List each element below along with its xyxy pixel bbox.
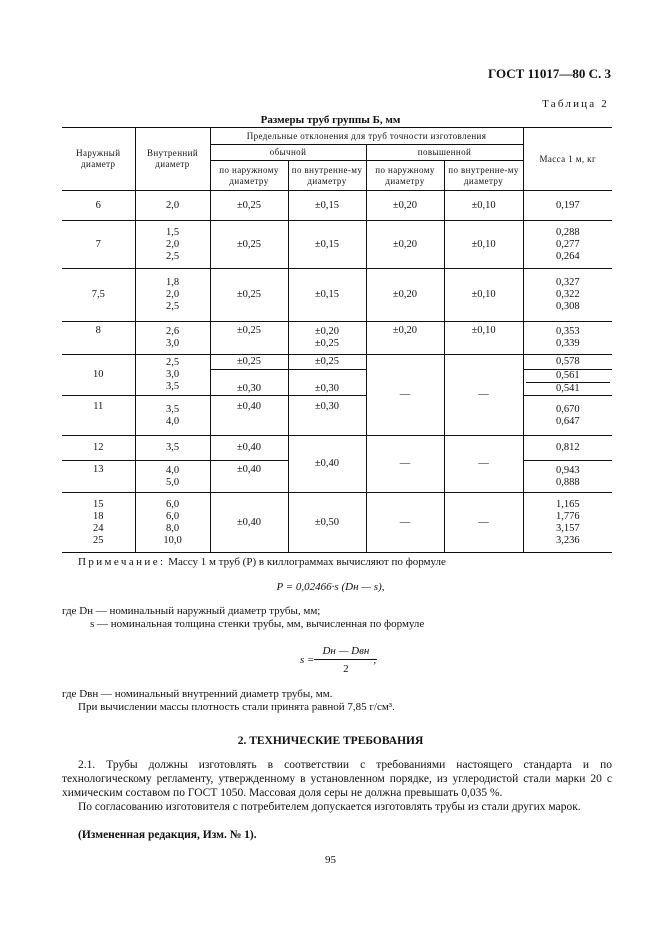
table-row [62,493,612,553]
mass-formula: P = 0,02466·s (Dн — s), [276,581,385,593]
cell-dev-dash: — [444,493,523,553]
density-note: При вычислении массы плотность стали принята равной 7,85 г/см³. [78,701,395,713]
cell-dev-dash: — [366,355,444,436]
cell-outer: 15 18 24 25 [62,493,135,553]
col-deviations: Предельные отклонения для труб точности изготовления [210,128,523,145]
cell-dev: ±0,30 [288,370,366,396]
formula-tail: , [373,654,377,666]
where-wall-thickness: s — номинальная толщина стенки трубы, мм, вычисленная по формуле [90,618,425,630]
cell-outer: 11 [62,396,135,436]
where-outer-diameter: где Dн — номинальный наружный диаметр трубы, мм; [62,605,321,617]
cell-mass: 0,670 0,647 [523,396,612,436]
col-ordinary: обычной [210,145,366,161]
cell-dev: ±0,25 [210,355,288,370]
cell-dev: ±0,25 [288,355,366,370]
section-title: 2. ТЕХНИЧЕСКИЕ ТРЕБОВАНИЯ [237,735,424,747]
cell-inner: 3,5 4,0 [135,396,210,436]
note-label: Примечание: [78,556,166,568]
cell-dev: ±0,30 [288,396,366,436]
cell-mass: 1,165 1,776 3,157 3,236 [523,493,612,553]
formula-lhs: s = [300,654,315,666]
cell-mass: 0,197 [523,191,612,221]
cell-inner: 2,0 [135,191,210,221]
amendment-note: (Измененная редакция, Изм. № 1). [78,829,257,841]
cell-dev: ±0,25 [210,221,288,269]
cell-dev-dash: — [444,355,523,436]
cell-dev: ±0,10 [444,221,523,269]
col-mass: Масса 1 м, кг [523,128,612,191]
cell-dev: ±0,25 [210,191,288,221]
cell-dev: ±0,20 [366,269,444,322]
cell-outer: 10 [62,355,135,396]
cell-mass: 0,943 0,888 [523,461,612,493]
col-inc-outer: по наружному диаметру [366,161,444,191]
col-increased: повышенной [366,145,523,161]
cell-dev: ±0,15 [288,221,366,269]
col-ord-outer: по наружному диаметру [210,161,288,191]
where-inner-diameter: где Dвн — номинальный внутренний диаметр трубы, мм. [62,688,333,700]
cell-dev: ±0,20 [366,191,444,221]
cell-inner: 2,5 3,0 3,5 [135,355,210,396]
cell-dev: ±0,20 [366,221,444,269]
cell-dev: ±0,40 [210,396,288,436]
cell-dev: ±0,10 [444,269,523,322]
cell-mass: 0,561 0,541 [523,370,612,396]
cell-outer: 13 [62,461,135,493]
col-inner-diameter: Внутренний диаметр [135,128,210,191]
table-row [62,322,612,355]
col-ord-inner: по внутренне-му диаметру [288,161,366,191]
cell-inner: 6,0 6,0 8,0 10,0 [135,493,210,553]
pipe-dimensions-table [62,127,612,553]
cell-outer: 6 [62,191,135,221]
note [78,556,446,568]
cell-outer: 7 [62,221,135,269]
paragraph-2-1: 2.1. Трубы должны изготовлять в соответствии с требованиями настоящего стандарта и по технологическому регламенту, утвержденному в установленном порядке, из углеродистой стали марки 20 с химическим составом по ГОСТ 1050. Массовая доля серы не должна превышать 0,035 %. [62,759,612,799]
cell-dev-dash: — [444,436,523,493]
cell-outer: 8 [62,322,135,355]
cell-dev: ±0,50 [288,493,366,553]
cell-dev-dash: — [366,436,444,493]
cell-outer: 7,5 [62,269,135,322]
note-text: Массу 1 м труб (P) в киллограммах вычисляют по формуле [168,556,446,568]
cell-inner: 2,6 3,0 [135,322,210,355]
cell-dev: ±0,10 [444,322,523,355]
table-row [62,396,612,436]
table-number: Таблица 2 [542,98,609,110]
cell-mass: 0,812 [523,436,612,461]
table-row [62,221,612,269]
cell-inner: 1,8 2,0 2,5 [135,269,210,322]
table-row [62,355,612,370]
cell-inner: 3,5 [135,436,210,461]
cell-dev: ±0,25 [210,269,288,322]
cell-dev: ±0,40 [210,436,288,461]
cell-dev: ±0,30 [210,370,288,396]
table-row [62,269,612,322]
formula-numerator: Dн — Dвн [322,645,370,657]
cell-dev: ±0,25 [210,322,288,355]
cell-mass: 0,288 0,277 0,264 [523,221,612,269]
cell-mass: 0,578 [523,355,612,370]
cell-dev: ±0,40 [210,493,288,553]
table-row [62,191,612,221]
cell-inner: 4,0 5,0 [135,461,210,493]
col-inc-inner: по внутренне-му диаметру [444,161,523,191]
page-number: 95 [325,854,336,866]
col-outer-diameter: Наружный диаметр [62,128,135,191]
document-header: ГОСТ 11017—80 С. 3 [488,66,611,81]
cell-mass: 0,353 0,339 [523,322,612,355]
table-title: Размеры труб группы Б, мм [260,114,401,126]
cell-dev: ±0,20 [366,322,444,355]
formula-denominator: 2 [314,659,377,675]
thickness-formula [300,645,376,675]
cell-dev: ±0,10 [444,191,523,221]
cell-dev-dash: — [366,493,444,553]
cell-outer: 12 [62,436,135,461]
table-row [62,436,612,461]
cell-dev: ±0,40 [210,461,288,493]
cell-dev: ±0,40 [288,436,366,493]
cell-mass: 0,327 0,322 0,308 [523,269,612,322]
cell-dev: ±0,15 [288,269,366,322]
cell-inner: 1,5 2,0 2,5 [135,221,210,269]
paragraph-alt-steel: По согласованию изготовителя с потребителем допускается изготовлять трубы из стали других марок. [78,801,581,813]
cell-dev: ±0,15 [288,191,366,221]
cell-dev: ±0,20 ±0,25 [288,322,366,355]
